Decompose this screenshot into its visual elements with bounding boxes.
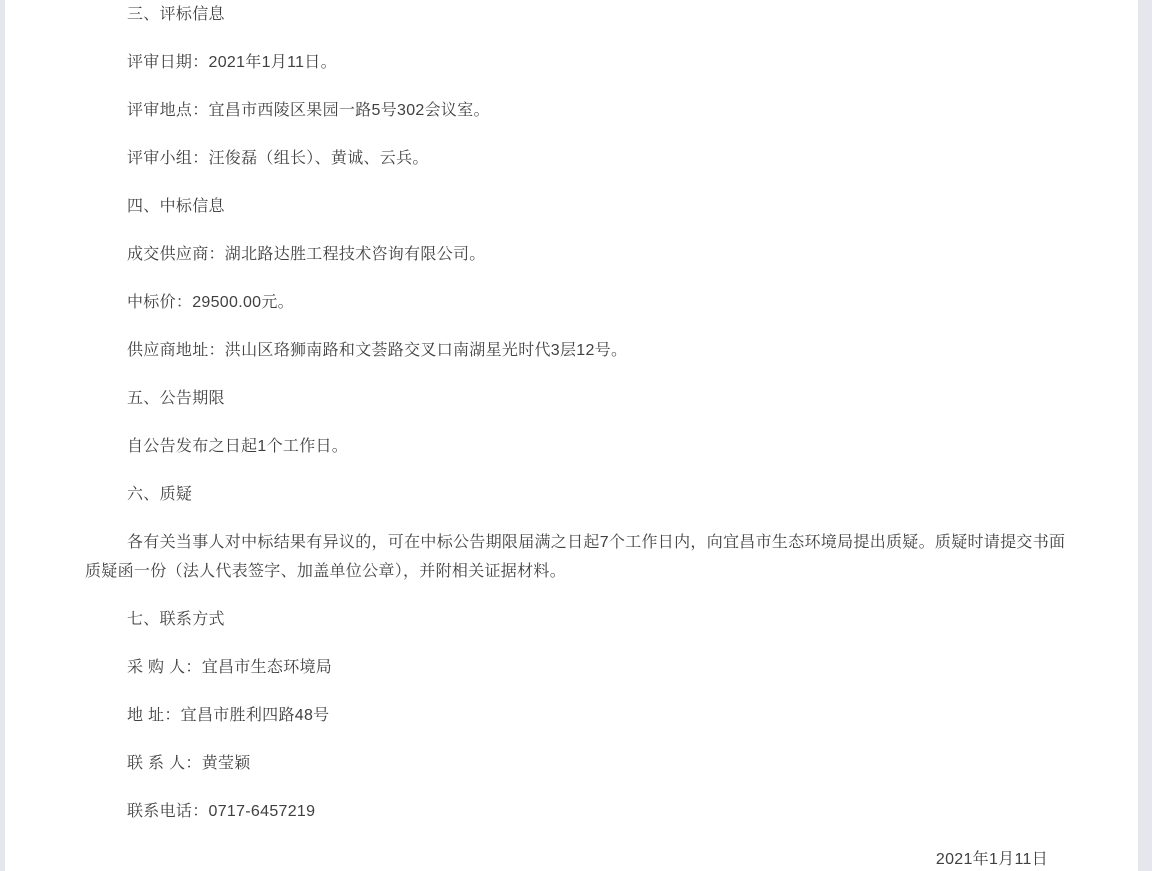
paragraph: 地 址：宜昌市胜利四路48号 [127,707,330,724]
paragraph: 中标价：29500.00元。 [127,294,294,311]
paragraph: 供应商地址：洪山区珞狮南路和文荟路交叉口南湖星光时代3层12号。 [127,342,628,359]
announcement-date: 2021年1月11日 [935,851,1048,868]
paragraph: 评审地点：宜昌市西陵区果园一路5号302会议室。 [127,102,490,119]
paragraph: 评审日期：2021年1月11日。 [127,54,337,71]
section-heading: 四、中标信息 [127,198,225,215]
page-right-margin [1138,0,1152,871]
section-heading: 三、评标信息 [127,6,225,23]
paragraph: 采 购 人：宜昌市生态环境局 [127,659,333,676]
section-heading: 六、质疑 [127,486,193,503]
paragraph: 评审小组：汪俊磊（组长）、黄诚、云兵。 [127,150,429,167]
paragraph: 各有关当事人对中标结果有异议的，可在中标公告期限届满之日起7个工作日内，向宜昌市生态环境局提出质疑。质疑时请提交书面质疑函一份（法人代表签字、加盖单位公章），并附相关证据材料。 [85,534,1066,580]
paragraph: 联 系 人：黄莹颖 [127,755,251,772]
paragraph: 联系电话：0717-6457219 [127,803,316,820]
paragraph: 成交供应商：湖北路达胜工程技术咨询有限公司。 [127,246,486,263]
section-heading: 五、公告期限 [127,390,225,407]
section-heading: 七、联系方式 [127,611,225,628]
paragraph: 自公告发布之日起1个工作日。 [127,438,349,455]
announcement-body [85,0,1068,871]
announcement-content [5,0,1138,871]
